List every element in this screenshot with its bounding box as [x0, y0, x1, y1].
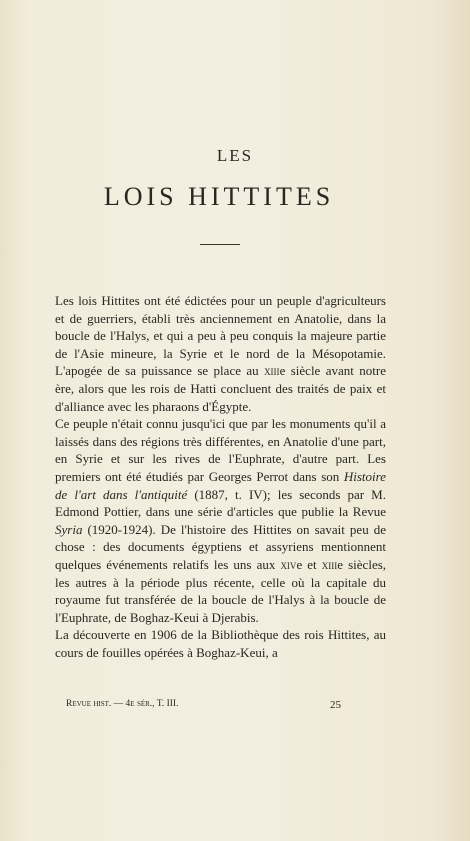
paragraph-1: [55, 292, 386, 415]
title-prefix: LES: [216, 146, 254, 165]
text-run: Les lois Hittites ont été édictées pour un peuple d'agriculteurs et de guerriers, établi très anciennement en Anatolie, dans la boucle de l'Halys, et qui a peu à peu conquis la majeure partie de l'Asie mineure, la Syrie et le nord de la Mésopotamie. L'apogée de sa puissance se place au: [55, 293, 386, 379]
text-run: (1887, t. IV); les seconds par M. Edmond Pottier, dans une série d'articles que publie la Revue: [55, 486, 386, 520]
text-run: e et: [296, 556, 322, 572]
article-body: [55, 292, 386, 661]
paragraph-2: [55, 415, 386, 626]
text-run: Ce peuple n'était connu jusqu'ici que par les monuments qu'il a laissés dans des régions très différentes, en Anatolie d'une part, en Syrie et sur les rives de l'Euphrate, d'autre part. Les premiers ont été étudiés par Georges Perrot dans son: [55, 416, 386, 484]
journal-reference: Revue hist. — 4e sér., T. III.: [66, 699, 179, 709]
text-run: Histoire de l'art dans l'antiquité: [55, 468, 386, 502]
text-run: e siècle avant notre ère, alors que les rois de Hatti concluent des traités de paix et d'alliance avec les pharaons d'Égypte.: [55, 363, 386, 414]
page-number: 25: [330, 699, 341, 711]
text-run: xiii: [264, 363, 280, 379]
title-divider: [200, 244, 240, 245]
text-run: xiv: [280, 556, 297, 572]
text-run: La découverte en 1906 de la Bibliothèque des rois Hittites, au cours de fouilles opérées à Boghaz-Keui, a: [55, 627, 386, 660]
text-run: Syria: [55, 521, 83, 537]
text-run: xiii: [321, 556, 338, 572]
article-title: LOIS HITTITES: [103, 182, 335, 211]
text-run: (1920-1924). De l'histoire des Hittites on savait peu de chose : des documents égyptiens et assyriens mentionnent quelques événements relatifs les uns aux: [55, 521, 386, 572]
text-run: e siècles, les autres à la période plus récente, celle où la capitale du royaume fut transférée de la boucle de l'Halys à la boucle de l'Euphrate, de Boghaz-Keui à Djerabis.: [55, 556, 387, 625]
paragraph-3: [55, 626, 386, 661]
